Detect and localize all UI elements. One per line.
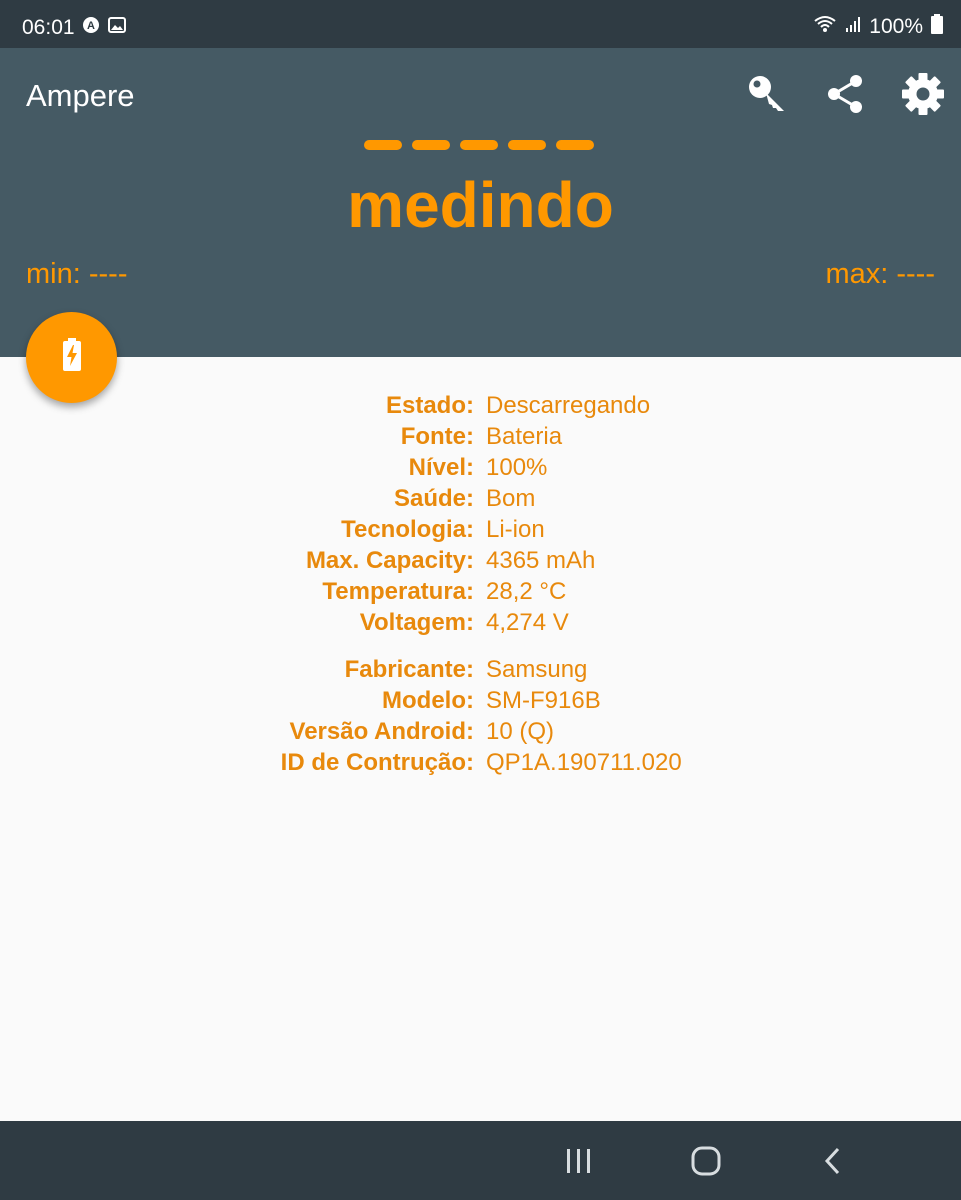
info-value: 100% [486,454,548,481]
max-value: max: ---- [825,258,935,290]
dash [508,140,546,150]
device-info-section [0,654,961,778]
dash [556,140,594,150]
gear-icon[interactable] [901,72,945,116]
info-row [0,545,961,576]
info-row [0,685,961,716]
battery-icon [931,14,943,40]
home-icon[interactable] [684,1143,728,1179]
info-value: SM-F916B [486,687,601,714]
info-row [0,483,961,514]
app-title: Ampere [26,78,135,113]
section-gap [0,638,961,654]
info-row [0,452,961,483]
battery-charging-icon [61,338,83,377]
info-value: 10 (Q) [486,718,555,745]
info-value: Samsung [486,656,588,683]
info-label: Nível: [408,454,474,481]
info-value: Descarregando [486,392,651,419]
info-label: Tecnologia: [341,516,474,543]
info-row [0,716,961,747]
info-row [0,747,961,778]
key-icon[interactable] [745,72,789,116]
info-label: Estado: [385,392,474,419]
status-icons-left [82,16,126,39]
info-value: Bom [486,485,536,512]
nav-bar [0,1121,961,1200]
info-value: Bateria [486,423,563,450]
status-icons-right [813,14,943,40]
signal-icon [845,15,861,39]
info-label: Saúde: [393,485,474,512]
toolbar-actions [745,72,945,116]
dash [460,140,498,150]
a-circle-icon [82,16,100,39]
dash [412,140,450,150]
status-bar [0,0,961,48]
info-value: 4365 mAh [486,547,596,574]
info-row [0,654,961,685]
info-row [0,421,961,452]
info-value: 4,274 V [486,609,569,636]
info-label: ID de Contrução: [280,749,474,776]
info-row [0,514,961,545]
current-reading: medindo [347,169,614,241]
info-label: Voltagem: [359,609,474,636]
svg-text:A: A [87,20,95,32]
info-value: 28,2 °C [486,578,567,605]
info-value: QP1A.190711.020 [486,749,682,776]
info-label: Fabricante: [344,656,474,683]
dash [364,140,402,150]
info-label: Versão Android: [289,718,474,745]
info-value: Li-ion [486,516,545,543]
share-icon[interactable] [823,72,867,116]
recents-icon[interactable] [557,1143,601,1179]
info-label: Temperatura: [322,578,474,605]
image-icon [108,16,126,39]
app-header [0,48,961,357]
wifi-icon [813,14,837,40]
info-table [0,390,961,778]
min-value: min: ---- [26,258,128,290]
battery-percent: 100% [869,15,923,38]
info-label: Modelo: [382,687,474,714]
info-label: Fonte: [400,423,474,450]
info-row [0,390,961,421]
info-row [0,607,961,638]
back-icon[interactable] [811,1143,855,1179]
info-label: Max. Capacity: [305,547,474,574]
status-time: 06:01 [22,16,75,39]
reading-dashes [364,140,594,150]
battery-info-section [0,390,961,638]
info-row [0,576,961,607]
